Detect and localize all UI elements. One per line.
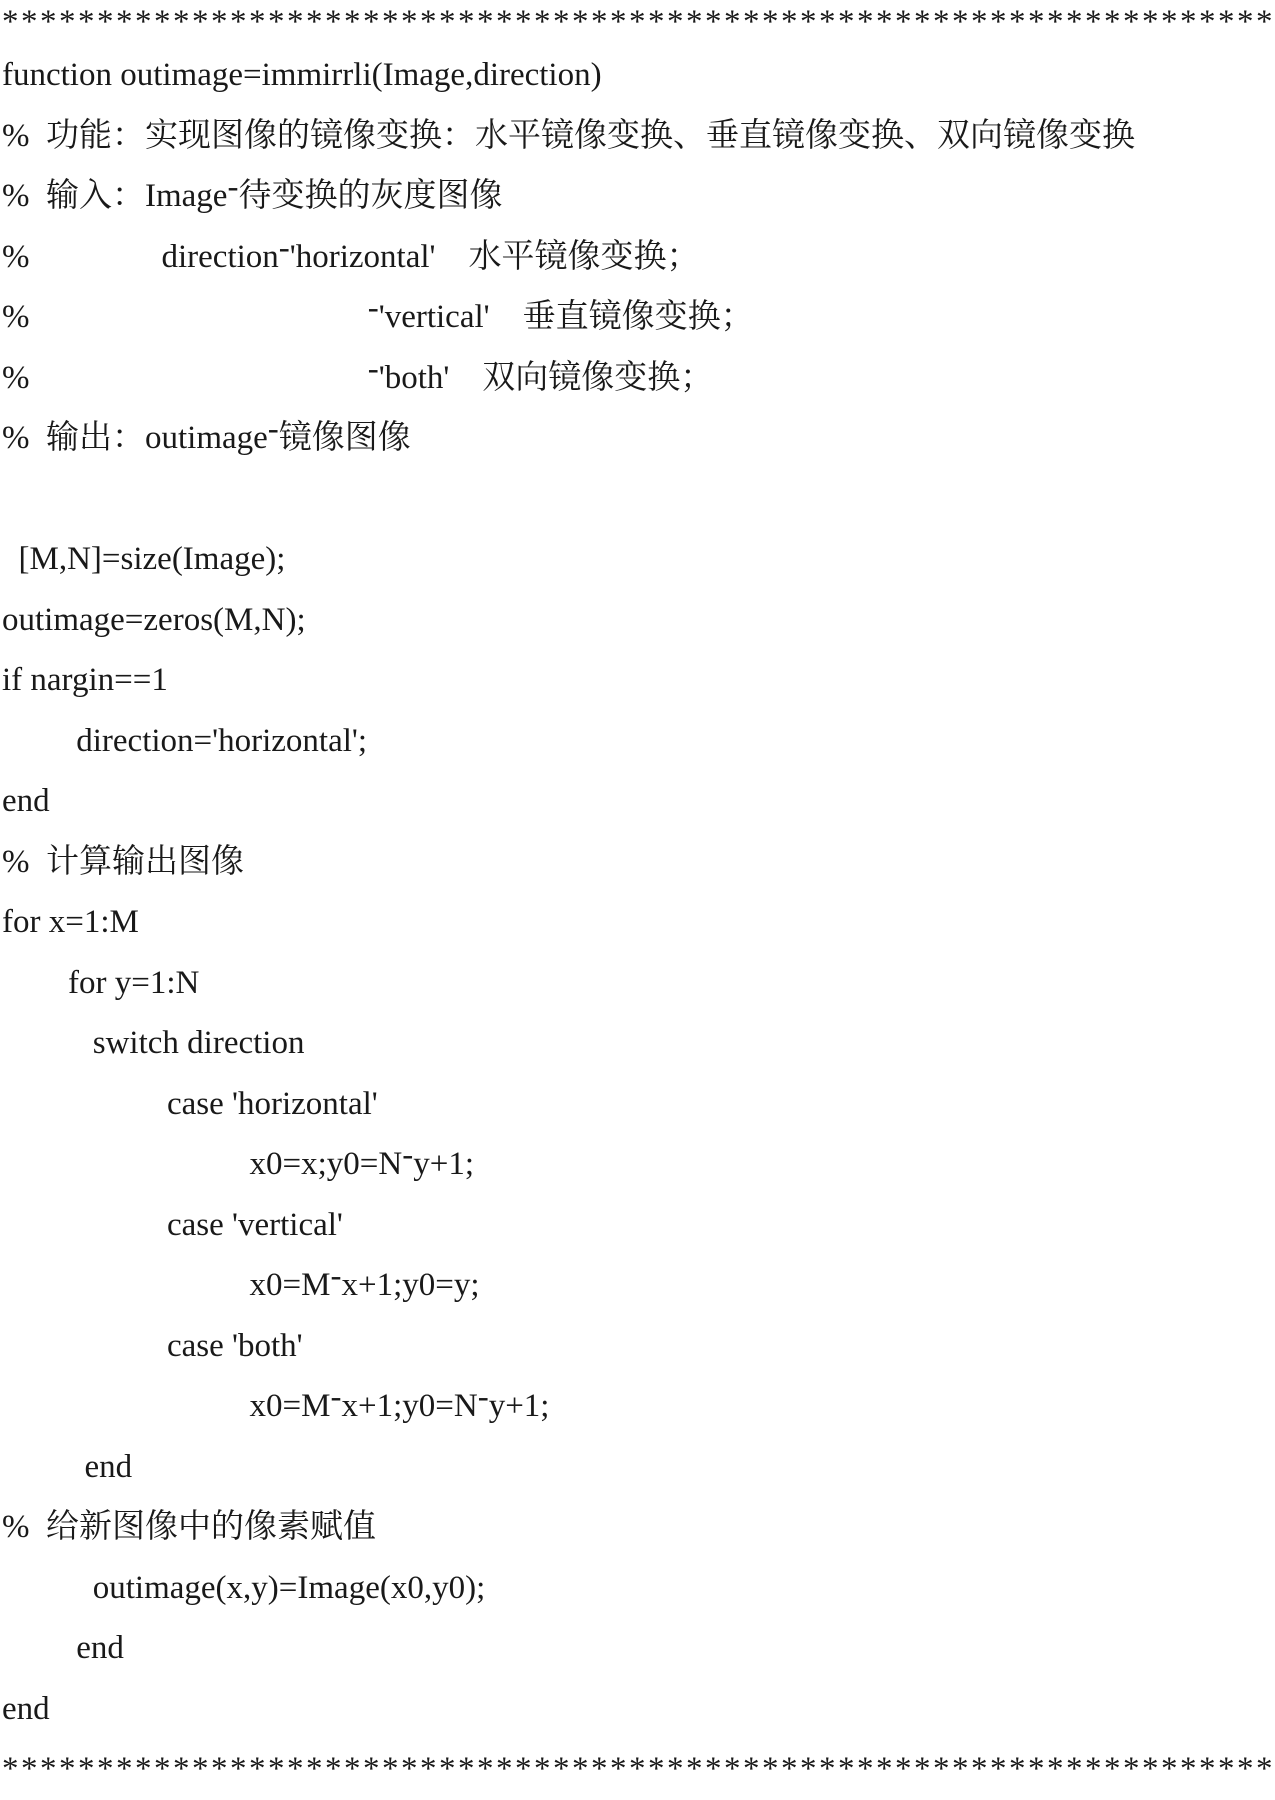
code-line: x0=M-x+1;y0=N-y+1;	[2, 1379, 550, 1424]
code-line: case 'vertical'	[2, 1206, 343, 1243]
code-line: % 给新图像中的像素赋值	[2, 1509, 376, 1545]
code-line: case 'horizontal'	[2, 1085, 378, 1122]
separator-line-top: *******************************************************************	[2, 4, 1275, 40]
code-line: % direction-'horizontal' 水平镜像变换；	[2, 229, 700, 275]
code-line: % -'vertical' 垂直镜像变换；	[2, 290, 754, 335]
code-line: outimage=zeros(M,N);	[2, 601, 306, 638]
code-line: if nargin==1	[2, 662, 168, 698]
code-line: switch direction	[2, 1025, 305, 1061]
code-line: [M,N]=size(Image);	[2, 541, 286, 577]
raised-hyphen: -	[477, 1379, 489, 1416]
code-line: % 计算输出图像	[2, 843, 244, 880]
code-line: function outimage=immirrli(Image,direction)	[2, 57, 602, 93]
code-line: end	[2, 1630, 124, 1666]
code-line: outimage(x,y)=Image(x0,y0);	[2, 1569, 486, 1606]
raised-hyphen: -	[367, 350, 379, 387]
raised-hyphen: -	[330, 1379, 342, 1416]
code-line: x0=x;y0=N-y+1;	[2, 1137, 475, 1182]
raised-hyphen: -	[267, 411, 279, 448]
code-line: end	[2, 1690, 50, 1727]
raised-hyphen: -	[402, 1137, 414, 1174]
code-lines-container	[2, 45, 1273, 1739]
code-line: % 输入：Image-待变换的灰度图像	[2, 169, 503, 214]
code-line: % 输出：outimage-镜像图像	[2, 411, 411, 456]
code-line: % 功能：实现图像的镜像变换：水平镜像变换、垂直镜像变换、双向镜像变换	[2, 117, 1135, 154]
raised-hyphen: -	[330, 1258, 342, 1295]
code-line: end	[2, 1448, 133, 1485]
code-line	[2, 469, 1273, 530]
code-line: for x=1:M	[2, 904, 139, 940]
raised-hyphen: -	[367, 290, 379, 327]
code-line: direction='horizontal';	[2, 722, 367, 759]
code-line: case 'both'	[2, 1327, 303, 1364]
raised-hyphen: -	[278, 229, 290, 266]
raised-hyphen: -	[227, 169, 239, 206]
separator-line-bottom: *******************************************************************	[2, 1751, 1275, 1787]
code-line: % -'both' 双向镜像变换；	[2, 350, 714, 396]
code-line: for y=1:N	[2, 964, 200, 1001]
code-line: end	[2, 783, 50, 819]
code-line: x0=M-x+1;y0=y;	[2, 1258, 480, 1303]
